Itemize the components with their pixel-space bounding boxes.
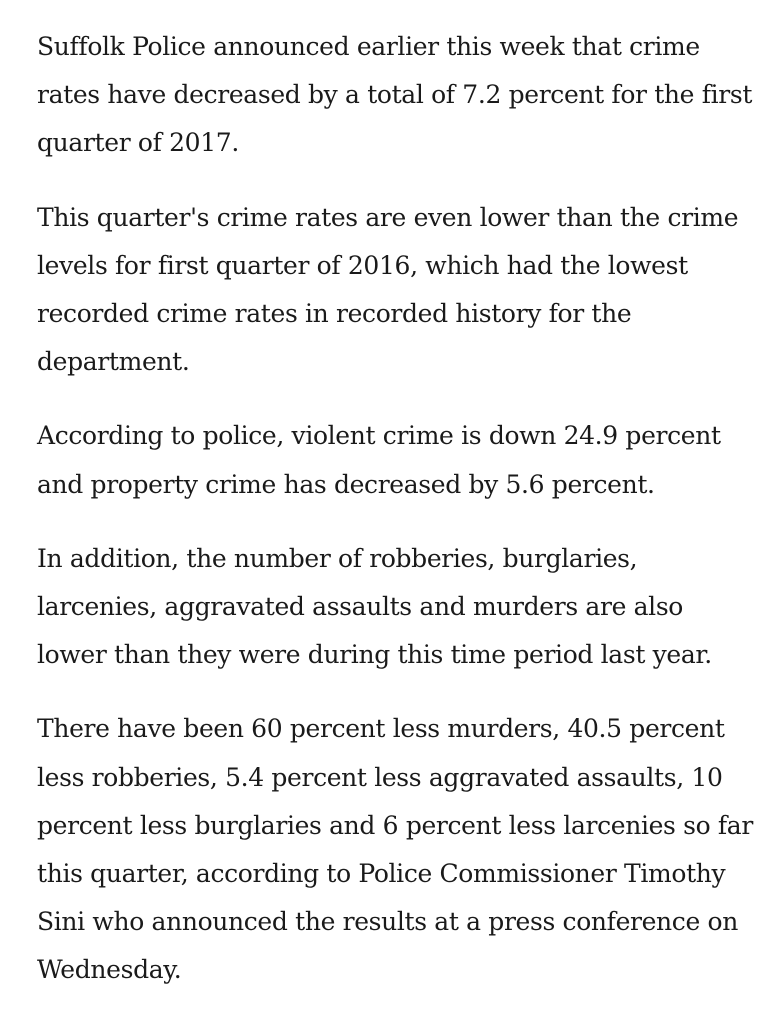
paragraph-crime-decrease: Suffolk Police announced earlier this week that crime rates have decreased by a total of 7.2 percent for the first quarter of 2017. [37,32,753,158]
paragraph-violent-property-crime: According to police, violent crime is down 24.9 percent and property crime has decreased by 5.6 percent. [37,421,721,499]
paragraph-other-crimes-lower: In addition, the number of robberies, burglaries, larcenies, aggravated assaults and murders are also lower than they were during this time period last year. [37,543,712,670]
paragraph-lowest-rates: This quarter's crime rates are even lower than the crime levels for first quarter of 2016, which had the lowest recorded crime rates in recorded history for the department. [37,202,739,377]
paragraph-commissioner-statistics: There have been 60 percent less murders, 40.5 percent less robberies, 5.4 percent less aggravated assaults, 10 percent less burglaries and 6 percent less larcenies so far this quarter, according to Police Commissioner Timothy Sini who announced the results at a press conference on Wednesday. [37,714,753,985]
